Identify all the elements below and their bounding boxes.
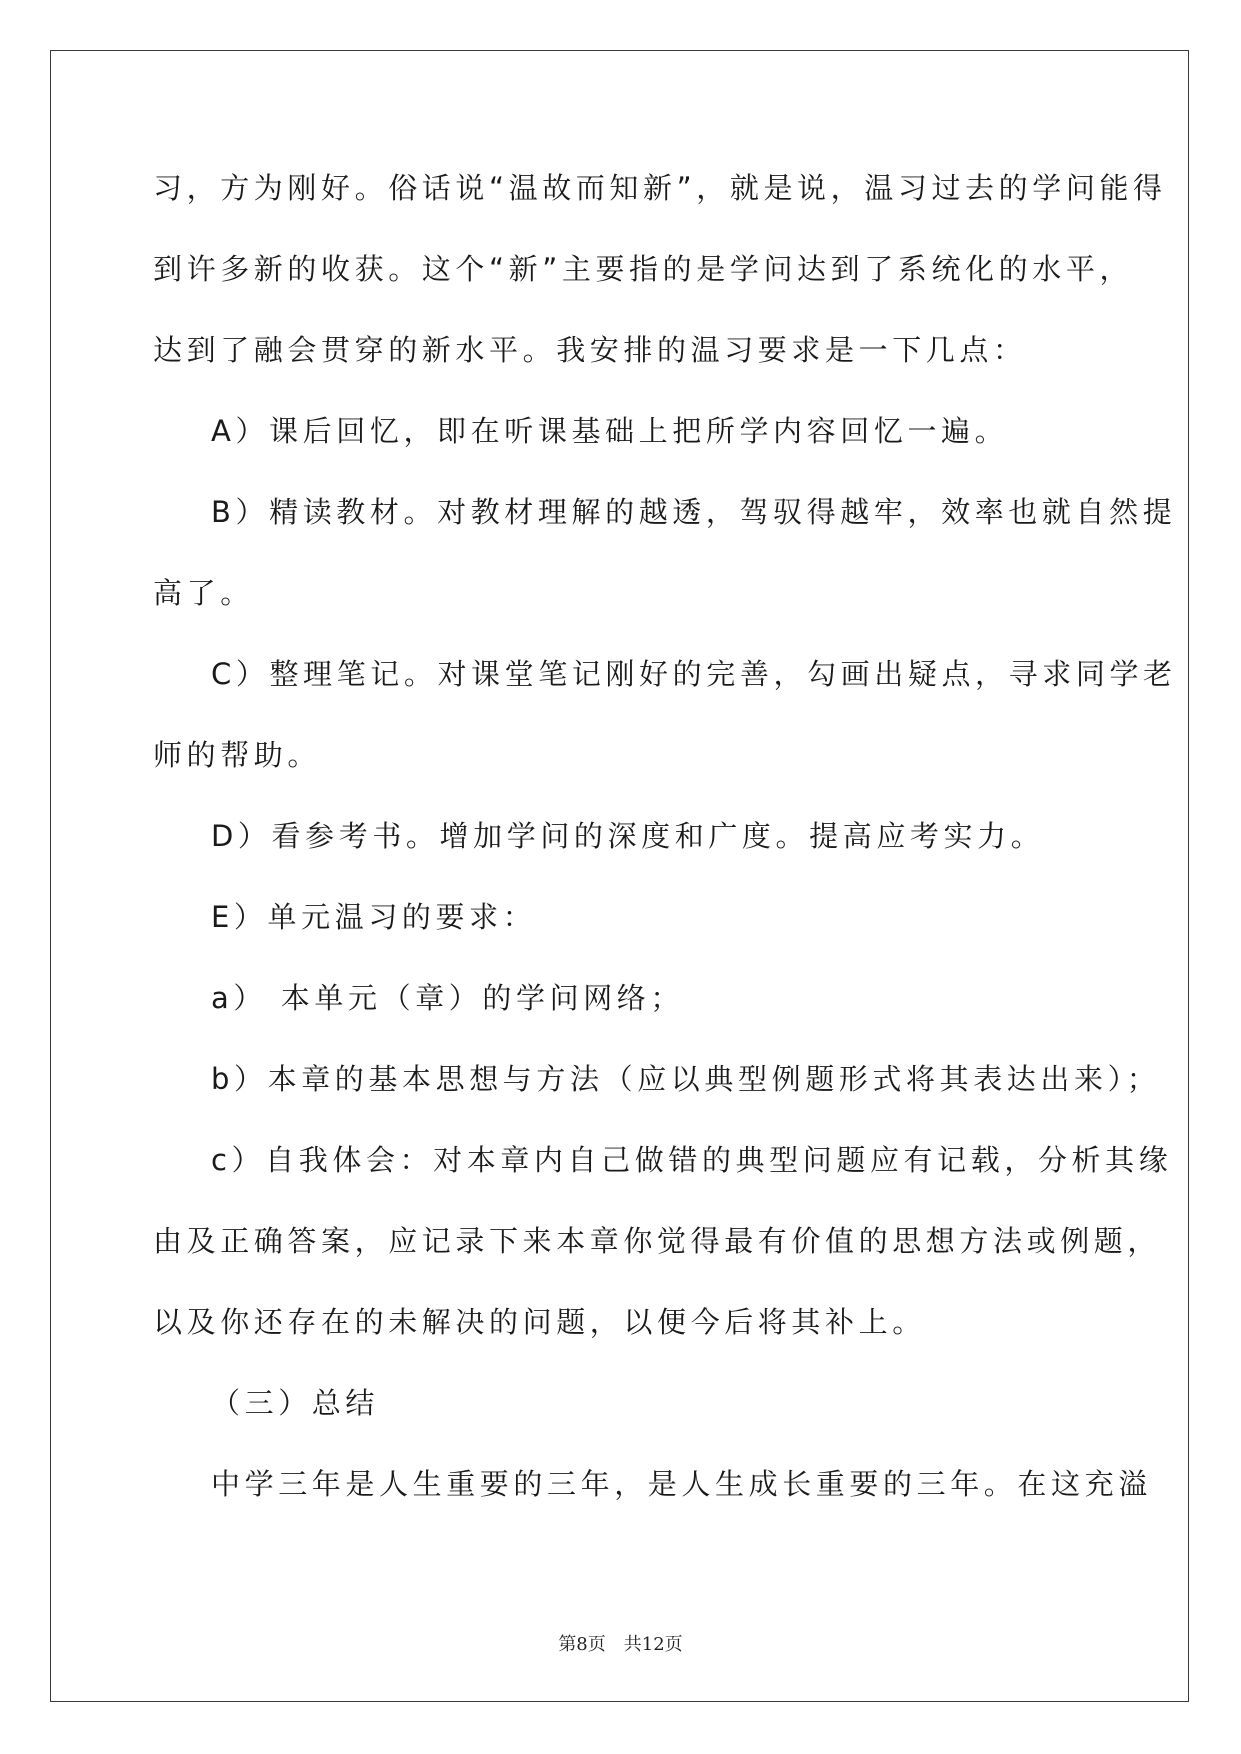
- text-line: 达到了融会贯穿的新水平。我安排的温习要求是一下几点：: [153, 333, 1027, 367]
- text-line: 由及正确答案，应记录下来本章你觉得最有价值的思想方法或例题，: [153, 1224, 1162, 1258]
- list-item-d: D）看参考书。增加学问的深度和广度。提高应考实力。: [211, 819, 1045, 853]
- list-item-c: C）整理笔记。对课堂笔记刚好的完善，勾画出疑点，寻求同学老: [211, 657, 1177, 691]
- list-item-e: E）单元温习的要求：: [211, 900, 537, 934]
- section-heading: （三）总结: [211, 1386, 380, 1420]
- text-line: 以及你还存在的未解决的问题，以便今后将其补上。: [153, 1305, 926, 1339]
- page-number: 第8页 共12页: [558, 1634, 683, 1655]
- list-item-a: A）课后回忆，即在听课基础上把所学内容回忆一遍。: [211, 414, 1009, 448]
- page-border: [50, 50, 1189, 1702]
- sub-item-c: c）自我体会：对本章内自己做错的典型问题应有记载，分析其缘: [211, 1143, 1173, 1177]
- paragraph-start: 中学三年是人生重要的三年，是人生成长重要的三年。在这充溢: [211, 1467, 1152, 1501]
- sub-item-a: a） 本单元（章）的学问网络；: [211, 981, 684, 1015]
- text-line: 到许多新的收获。这个“新”主要指的是学问达到了系统化的水平，: [153, 252, 1134, 286]
- text-line: 习，方为刚好。俗话说“温故而知新”，就是说，温习过去的学问能得: [153, 171, 1167, 205]
- sub-item-b: b）本章的基本思想与方法（应以典型例题形式将其表达出来）；: [211, 1062, 1161, 1096]
- text-line: 高了。: [153, 576, 254, 610]
- list-item-b: B）精读教材。对教材理解的越透，驾驭得越牢，效率也就自然提: [211, 495, 1177, 529]
- text-line: 师的帮助。: [153, 738, 322, 772]
